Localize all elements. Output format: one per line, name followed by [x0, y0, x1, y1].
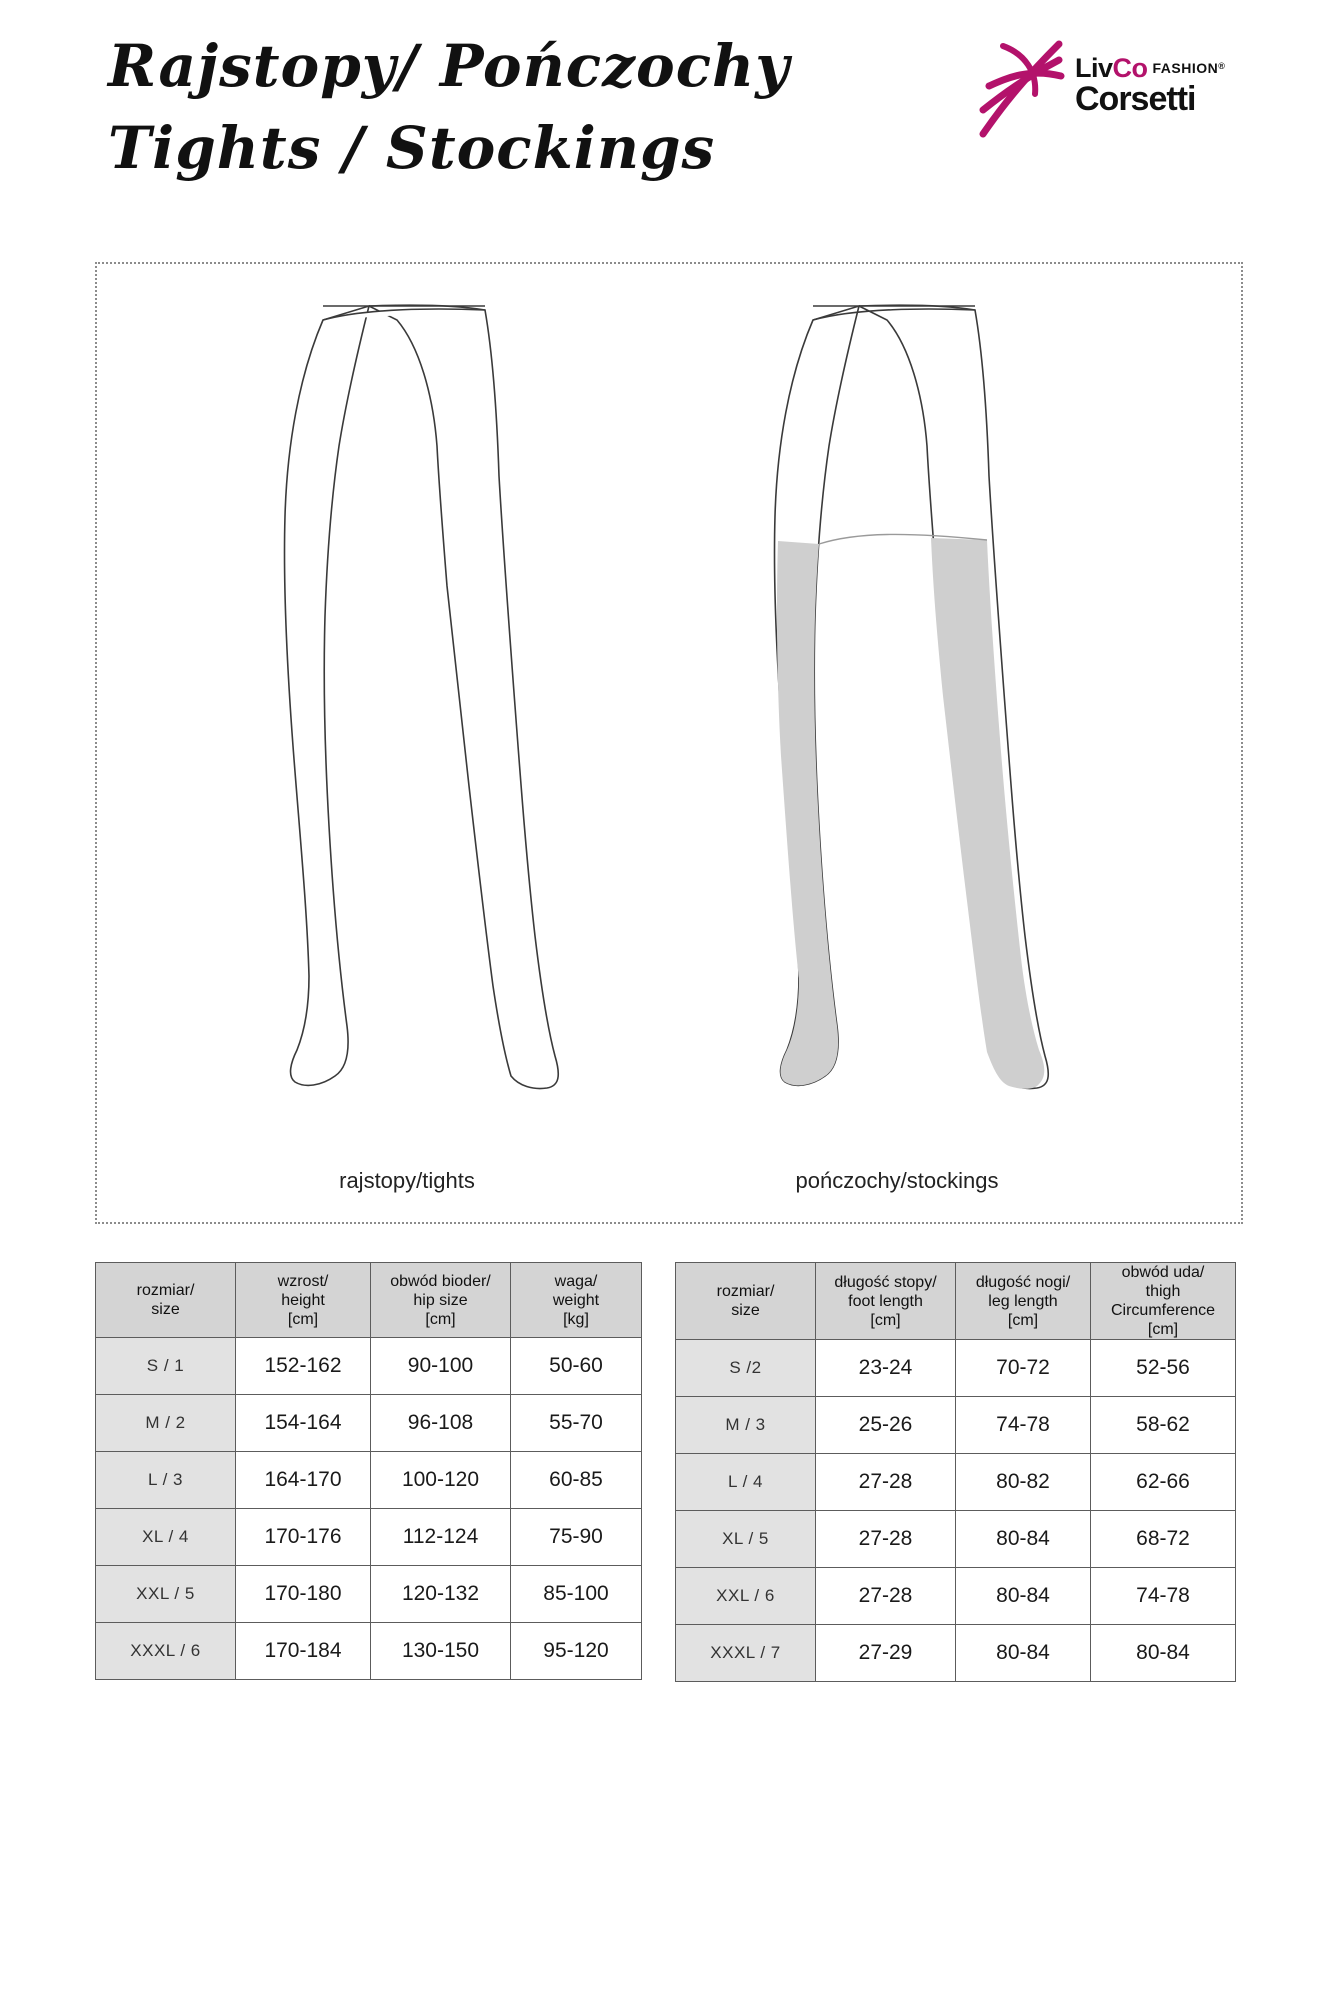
cell-hip: 130-150 — [371, 1623, 511, 1680]
header-cell-foot-length: długość stopy/ foot length [cm] — [816, 1263, 956, 1340]
cell-foot-length: 27-29 — [816, 1625, 956, 1682]
tights-figure-illustration — [247, 286, 577, 1106]
logo-registered-mark: ® — [1218, 61, 1225, 71]
cell-size: M / 2 — [96, 1395, 236, 1452]
header-cell-leg-length: długość nogi/ leg length [cm] — [956, 1263, 1091, 1340]
cell-size: L / 3 — [96, 1452, 236, 1509]
cell-thigh: 68-72 — [1091, 1511, 1236, 1568]
cell-size: XXL / 5 — [96, 1566, 236, 1623]
cell-hip: 100-120 — [371, 1452, 511, 1509]
stockings-figure-illustration — [737, 286, 1067, 1106]
cell-size: XXXL / 7 — [676, 1625, 816, 1682]
size-tables — [95, 1262, 1243, 1702]
cell-leg-length: 80-84 — [956, 1568, 1091, 1625]
header-cell-size: rozmiar/ size — [96, 1263, 236, 1338]
cell-leg-length: 74-78 — [956, 1397, 1091, 1454]
table-row — [96, 1566, 642, 1623]
stockings-caption: pończochy/stockings — [795, 1168, 999, 1193]
brand-logo — [973, 36, 1253, 146]
cell-foot-length: 23-24 — [816, 1340, 956, 1397]
cell-thigh: 62-66 — [1091, 1454, 1236, 1511]
table-row — [676, 1454, 1236, 1511]
cell-hip: 112-124 — [371, 1509, 511, 1566]
table-row — [96, 1338, 642, 1395]
cell-thigh: 52-56 — [1091, 1340, 1236, 1397]
cell-height: 152-162 — [236, 1338, 371, 1395]
table-header-row — [96, 1263, 642, 1338]
logo-co: Co — [1112, 53, 1148, 83]
cell-size: M / 3 — [676, 1397, 816, 1454]
tights-caption: rajstopy/tights — [339, 1168, 475, 1193]
table-row — [676, 1340, 1236, 1397]
cell-size: XL / 5 — [676, 1511, 816, 1568]
page-title-line-1: Rajstopy/ Pończochy — [108, 32, 790, 100]
cell-height: 154-164 — [236, 1395, 371, 1452]
cell-weight: 75-90 — [511, 1509, 642, 1566]
header-cell-thigh-circumference: obwód uda/ thigh Circumference [cm] — [1091, 1263, 1236, 1340]
cell-leg-length: 80-82 — [956, 1454, 1091, 1511]
logo-wordmark — [1075, 52, 1255, 116]
header-cell-size: rozmiar/ size — [676, 1263, 816, 1340]
logo-ribbon-icon — [973, 38, 1069, 138]
logo-fashion-label: FASHION — [1152, 60, 1219, 76]
cell-size: S / 1 — [96, 1338, 236, 1395]
cell-thigh: 58-62 — [1091, 1397, 1236, 1454]
cell-hip: 90-100 — [371, 1338, 511, 1395]
header-cell-weight: waga/ weight [kg] — [511, 1263, 642, 1338]
page-title — [108, 30, 908, 184]
cell-thigh: 80-84 — [1091, 1625, 1236, 1682]
cell-leg-length: 80-84 — [956, 1625, 1091, 1682]
cell-leg-length: 70-72 — [956, 1340, 1091, 1397]
table-row — [676, 1511, 1236, 1568]
cell-hip: 96-108 — [371, 1395, 511, 1452]
table-row — [96, 1623, 642, 1680]
cell-weight: 95-120 — [511, 1623, 642, 1680]
cell-size: XL / 4 — [96, 1509, 236, 1566]
cell-weight: 50-60 — [511, 1338, 642, 1395]
cell-foot-length: 27-28 — [816, 1568, 956, 1625]
tights-size-table — [95, 1262, 642, 1680]
table-row — [96, 1509, 642, 1566]
table-header-row — [676, 1263, 1236, 1340]
cell-foot-length: 25-26 — [816, 1397, 956, 1454]
table-row — [676, 1568, 1236, 1625]
page-header — [0, 0, 1333, 262]
cell-weight: 60-85 — [511, 1452, 642, 1509]
cell-size: S /2 — [676, 1340, 816, 1397]
header-cell-height: wzrost/ height [cm] — [236, 1263, 371, 1338]
cell-height: 170-176 — [236, 1509, 371, 1566]
cell-size: XXL / 6 — [676, 1568, 816, 1625]
logo-line-2: Corsetti — [1075, 80, 1196, 118]
logo-line-1 — [1075, 52, 1255, 82]
cell-weight: 55-70 — [511, 1395, 642, 1452]
cell-height: 164-170 — [236, 1452, 371, 1509]
cell-height: 170-180 — [236, 1566, 371, 1623]
stockings-size-table — [675, 1262, 1236, 1682]
cell-thigh: 74-78 — [1091, 1568, 1236, 1625]
logo-liv: Liv — [1075, 53, 1113, 83]
table-row — [676, 1397, 1236, 1454]
table-row — [676, 1625, 1236, 1682]
cell-height: 170-184 — [236, 1623, 371, 1680]
cell-foot-length: 27-28 — [816, 1511, 956, 1568]
cell-hip: 120-132 — [371, 1566, 511, 1623]
header-cell-hip-size: obwód bioder/ hip size [cm] — [371, 1263, 511, 1338]
cell-weight: 85-100 — [511, 1566, 642, 1623]
cell-size: L / 4 — [676, 1454, 816, 1511]
table-row — [96, 1395, 642, 1452]
illustration-panel — [95, 262, 1243, 1224]
cell-size: XXXL / 6 — [96, 1623, 236, 1680]
cell-foot-length: 27-28 — [816, 1454, 956, 1511]
table-row — [96, 1452, 642, 1509]
page-title-line-2: Tights / Stockings — [108, 114, 716, 182]
cell-leg-length: 80-84 — [956, 1511, 1091, 1568]
